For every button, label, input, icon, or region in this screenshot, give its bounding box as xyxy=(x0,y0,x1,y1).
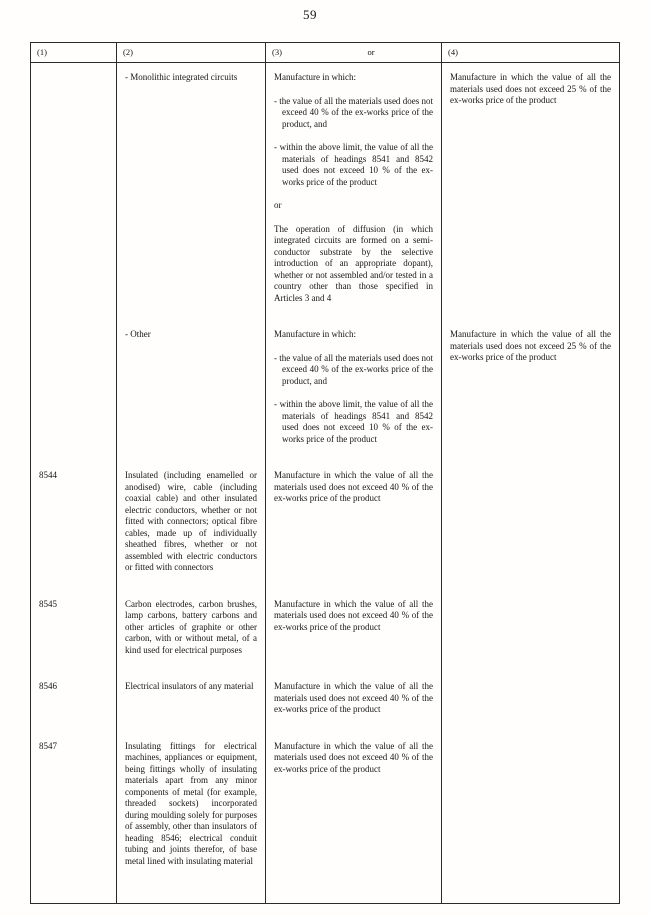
description-cell xyxy=(116,672,265,732)
description-paragraph: - Monolithic integrated circuits xyxy=(125,72,238,82)
table-row xyxy=(31,732,619,904)
alt-rule-cell xyxy=(441,63,619,320)
header-col1: (1) xyxy=(37,47,47,57)
alt-rule-cell xyxy=(441,590,619,673)
description-paragraph: Insulating fittings for electrical machines, appliances or equipment, being fittings wholly of insulating materials apart from any minor components of metal (for example, threaded sockets) incorporated during moulding solely for purposes of assembly, other than insulators of heading 8546; electrical conduit tubing and joints therefor, of base metal lined with insulating material xyxy=(125,740,257,866)
heading-number-cell xyxy=(31,63,116,320)
description-paragraph: Insulated (including enamelled or anodised) wire, cable (including coaxial cable) and other insulated electric conductors, whether or not fitted with connectors; optical fibre cables, made up of individually sheathed fibres, whether or not assembled with electric conductors or fitted with connectors xyxy=(125,470,257,572)
rule-or-paragraph: or xyxy=(274,200,282,210)
description-paragraph: Electrical insulators of any material xyxy=(125,681,254,691)
rule-paragraph: Manufacture in which the value of all the materials used does not exceed 40 % of the ex-works price of the product xyxy=(274,470,433,503)
alt-rule-cell xyxy=(441,320,619,461)
table-header-row xyxy=(31,43,619,63)
rule-paragraph: - the value of all the materials used does not exceed 40 % of the ex-works price of the product, and xyxy=(274,95,433,129)
rule-cell xyxy=(265,320,441,461)
table-row xyxy=(31,461,619,590)
origin-rules-table xyxy=(30,42,620,904)
header-col4: (4) xyxy=(441,43,619,62)
alt-rule-cell xyxy=(441,732,619,904)
table-row xyxy=(31,672,619,732)
table-row xyxy=(31,320,619,461)
rule-cell xyxy=(265,461,441,590)
rule-cell xyxy=(265,590,441,673)
heading-number-cell xyxy=(31,320,116,461)
description-cell xyxy=(116,590,265,673)
heading-number-cell: 8545 xyxy=(39,598,57,609)
rule-cell xyxy=(265,672,441,732)
alt-rule-paragraph: Manufacture in which the value of all the materials used does not exceed 25 % of the ex-works price of the product xyxy=(450,72,611,105)
description-cell xyxy=(116,320,265,461)
description-cell xyxy=(116,461,265,590)
header-or-label: or xyxy=(367,47,375,57)
rule-paragraph: - within the above limit, the value of all the materials of headings 8541 and 8542 used does not exceed 10 % of the ex-works price of the product xyxy=(274,142,433,187)
table-row xyxy=(31,590,619,673)
header-col3-label: (3) xyxy=(272,47,282,57)
table-row xyxy=(31,63,619,320)
heading-number-cell: 8546 xyxy=(39,681,57,691)
rule-cell xyxy=(265,732,441,904)
header-col3 xyxy=(265,43,441,62)
alt-rule-cell xyxy=(441,461,619,590)
description-cell xyxy=(116,732,265,904)
rule-paragraph: - within the above limit, the value of all the materials of headings 8541 and 8542 used does not exceed 10 % of the ex-works price of the product xyxy=(274,399,433,444)
rule-cell xyxy=(265,63,441,320)
rule-paragraph: - the value of all the materials used does not exceed 40 % of the ex-works price of the product, and xyxy=(274,352,433,386)
heading-number-cell: 8547 xyxy=(39,740,57,751)
alt-rule-cell xyxy=(441,672,619,732)
rule-paragraph: Manufacture in which the value of all the materials used does not exceed 40 % of the ex-works price of the product xyxy=(274,598,433,632)
rule-paragraph: Manufacture in which: xyxy=(274,72,356,82)
description-paragraph: Carbon electrodes, carbon brushes, lamp carbons, battery carbons and other articles of graphite or other carbon, with or without metal, of a kind used for electrical purposes xyxy=(125,598,257,655)
alt-rule-paragraph: Manufacture in which the value of all the materials used does not exceed 25 % of the ex-works price of the product xyxy=(450,329,611,362)
description-cell xyxy=(116,63,265,320)
description-paragraph: - Other xyxy=(125,329,151,339)
rule-paragraph: Manufacture in which the value of all the materials used does not exceed 40 % of the ex-works price of the product xyxy=(274,740,433,774)
header-col2: (2) xyxy=(116,43,265,62)
rule-paragraph: Manufacture in which: xyxy=(274,329,356,339)
rule-paragraph: Manufacture in which the value of all the materials used does not exceed 40 % of the ex-works price of the product xyxy=(274,681,433,714)
heading-number-cell: 8544 xyxy=(39,470,57,480)
rule-paragraph: The operation of diffusion (in which integrated circuits are formed on a semi-conductor substrate by the selective introduction of an appropriate dopant), whether or not assembled and/or tested in a country other than those specified in Articles 3 and 4 xyxy=(274,223,433,303)
page-number: 59 xyxy=(303,7,317,22)
